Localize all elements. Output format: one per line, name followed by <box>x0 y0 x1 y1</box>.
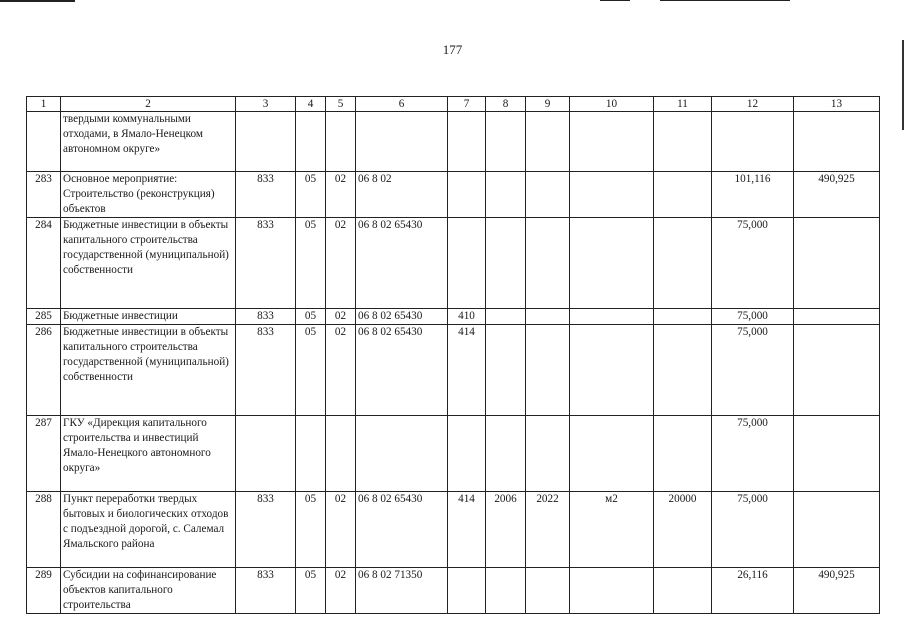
cell-target-code: 06 8 02 65430 <box>356 218 448 309</box>
cell-section: 05 <box>296 568 326 614</box>
cell-amount-12: 75,000 <box>712 218 794 309</box>
column-header: 1 <box>27 97 61 112</box>
cell-amount-12: 75,000 <box>712 325 794 416</box>
budget-table <box>26 96 880 614</box>
cell-col-8 <box>486 416 526 492</box>
cell-subsection: 02 <box>326 218 356 309</box>
cell-col-11 <box>654 325 712 416</box>
scan-artifact <box>660 0 790 1</box>
cell-section: 05 <box>296 325 326 416</box>
cell-amount-12: 75,000 <box>712 416 794 492</box>
row-number: 289 <box>27 568 61 614</box>
row-number: 284 <box>27 218 61 309</box>
cell-subsection: 02 <box>326 492 356 568</box>
cell-section: 05 <box>296 309 326 325</box>
cell-expense-type <box>448 112 486 172</box>
cell-col-10: м2 <box>570 492 654 568</box>
column-header: 12 <box>712 97 794 112</box>
cell-target-code <box>356 112 448 172</box>
cell-expense-type <box>448 218 486 309</box>
cell-col-8 <box>486 325 526 416</box>
column-header: 5 <box>326 97 356 112</box>
cell-ministry-code: 833 <box>236 492 296 568</box>
cell-col-11 <box>654 218 712 309</box>
cell-col-8 <box>486 172 526 218</box>
table-header-row <box>27 97 880 112</box>
cell-col-10 <box>570 218 654 309</box>
cell-target-code <box>356 416 448 492</box>
cell-section: 05 <box>296 172 326 218</box>
column-header: 13 <box>794 97 880 112</box>
cell-col-9 <box>526 309 570 325</box>
table-row <box>27 325 880 416</box>
column-header: 10 <box>570 97 654 112</box>
table-row <box>27 172 880 218</box>
table-row <box>27 568 880 614</box>
row-number: 288 <box>27 492 61 568</box>
cell-amount-13 <box>794 309 880 325</box>
cell-col-10 <box>570 112 654 172</box>
cell-subsection: 02 <box>326 568 356 614</box>
cell-amount-13: 490,925 <box>794 568 880 614</box>
cell-subsection: 02 <box>326 172 356 218</box>
row-number: 283 <box>27 172 61 218</box>
column-header: 3 <box>236 97 296 112</box>
scan-artifact <box>0 0 75 2</box>
column-header: 11 <box>654 97 712 112</box>
cell-amount-13 <box>794 325 880 416</box>
column-header: 8 <box>486 97 526 112</box>
cell-subsection <box>326 112 356 172</box>
cell-amount-13 <box>794 112 880 172</box>
table-row <box>27 218 880 309</box>
table-row <box>27 416 880 492</box>
cell-col-9 <box>526 325 570 416</box>
row-description: Бюджетные инвестиции в объекты капитального строительства государственной (муниципальной) собственности <box>61 325 236 416</box>
cell-ministry-code <box>236 416 296 492</box>
cell-expense-type: 414 <box>448 492 486 568</box>
row-description: Пункт переработки твердых бытовых и биологических отходов с подъездной дорогой, с. Салемал Ямальского района <box>61 492 236 568</box>
cell-ministry-code: 833 <box>236 568 296 614</box>
cell-col-8 <box>486 309 526 325</box>
cell-col-10 <box>570 568 654 614</box>
cell-amount-12: 26,116 <box>712 568 794 614</box>
cell-section: 05 <box>296 218 326 309</box>
column-header: 6 <box>356 97 448 112</box>
row-description: твердыми коммунальными отходами, в Ямало-Ненецком автономном округе» <box>61 112 236 172</box>
row-description: Субсидии на софинансирование объектов капитального строительства <box>61 568 236 614</box>
cell-target-code: 06 8 02 65430 <box>356 309 448 325</box>
column-header: 2 <box>61 97 236 112</box>
cell-subsection: 02 <box>326 309 356 325</box>
cell-subsection: 02 <box>326 325 356 416</box>
cell-amount-13 <box>794 492 880 568</box>
cell-col-10 <box>570 325 654 416</box>
cell-amount-13 <box>794 416 880 492</box>
cell-ministry-code: 833 <box>236 309 296 325</box>
cell-amount-12: 75,000 <box>712 492 794 568</box>
cell-expense-type <box>448 416 486 492</box>
cell-col-9 <box>526 568 570 614</box>
row-description: ГКУ «Дирекция капитального строительства и инвестиций Ямало-Ненецкого автономного округа» <box>61 416 236 492</box>
cell-section <box>296 112 326 172</box>
cell-col-9 <box>526 416 570 492</box>
table-row <box>27 112 880 172</box>
cell-col-10 <box>570 172 654 218</box>
row-description: Основное мероприятие: Строительство (реконструкция) объектов <box>61 172 236 218</box>
column-header: 9 <box>526 97 570 112</box>
cell-target-code: 06 8 02 65430 <box>356 492 448 568</box>
cell-target-code: 06 8 02 <box>356 172 448 218</box>
row-number: 286 <box>27 325 61 416</box>
cell-col-9: 2022 <box>526 492 570 568</box>
cell-col-9 <box>526 172 570 218</box>
cell-expense-type <box>448 568 486 614</box>
cell-col-8 <box>486 112 526 172</box>
cell-col-9 <box>526 112 570 172</box>
cell-subsection <box>326 416 356 492</box>
table-row <box>27 492 880 568</box>
cell-ministry-code: 833 <box>236 218 296 309</box>
cell-ministry-code: 833 <box>236 325 296 416</box>
cell-col-10 <box>570 309 654 325</box>
cell-amount-13 <box>794 218 880 309</box>
cell-col-8 <box>486 568 526 614</box>
row-description: Бюджетные инвестиции в объекты капитального строительства государственной (муниципальной) собственности <box>61 218 236 309</box>
cell-expense-type: 410 <box>448 309 486 325</box>
cell-section <box>296 416 326 492</box>
cell-col-10 <box>570 416 654 492</box>
cell-col-11 <box>654 568 712 614</box>
row-number: 287 <box>27 416 61 492</box>
cell-ministry-code: 833 <box>236 172 296 218</box>
page-number: 177 <box>442 42 463 57</box>
cell-col-9 <box>526 218 570 309</box>
cell-expense-type: 414 <box>448 325 486 416</box>
cell-ministry-code <box>236 112 296 172</box>
row-description: Бюджетные инвестиции <box>61 309 236 325</box>
cell-col-11 <box>654 309 712 325</box>
row-number: 285 <box>27 309 61 325</box>
cell-target-code: 06 8 02 71350 <box>356 568 448 614</box>
cell-col-11 <box>654 112 712 172</box>
row-number <box>27 112 61 172</box>
cell-col-11 <box>654 172 712 218</box>
column-header: 7 <box>448 97 486 112</box>
cell-section: 05 <box>296 492 326 568</box>
cell-col-8 <box>486 218 526 309</box>
cell-col-11: 20000 <box>654 492 712 568</box>
cell-amount-12: 101,116 <box>712 172 794 218</box>
cell-col-11 <box>654 416 712 492</box>
cell-col-8: 2006 <box>486 492 526 568</box>
cell-amount-12: 75,000 <box>712 309 794 325</box>
cell-target-code: 06 8 02 65430 <box>356 325 448 416</box>
column-header: 4 <box>296 97 326 112</box>
cell-amount-13: 490,925 <box>794 172 880 218</box>
cell-expense-type <box>448 172 486 218</box>
table-row <box>27 309 880 325</box>
cell-amount-12 <box>712 112 794 172</box>
scan-artifact <box>600 0 630 1</box>
